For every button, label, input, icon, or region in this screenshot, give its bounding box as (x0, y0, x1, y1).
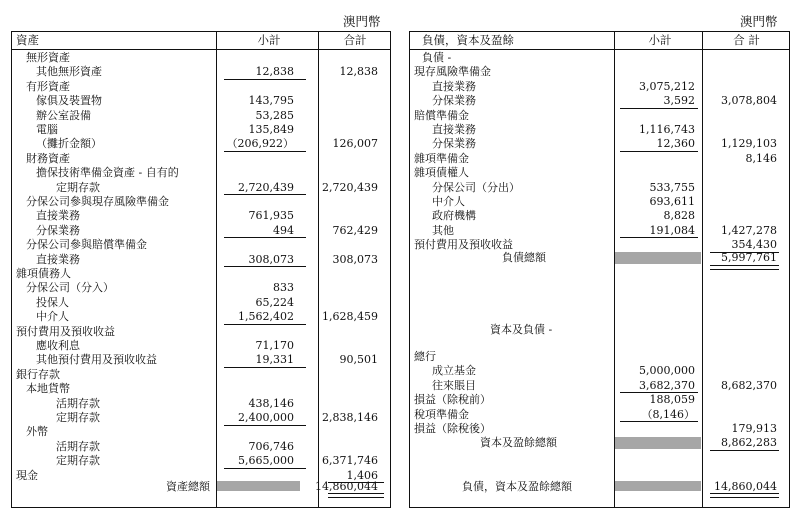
grand-total-shade (615, 481, 701, 491)
asset-row (12, 65, 390, 79)
asset-row (12, 51, 390, 65)
liability-row-label: 預付費用及預收收益 (414, 238, 513, 252)
asset-row-label: 分保公司參與現存風險準備金 (26, 195, 169, 208)
liabilities-header-subtotal: 小計 (648, 33, 672, 47)
capital-row (410, 350, 789, 364)
asset-row-label: 現金 (16, 468, 38, 482)
liabilities-table (409, 31, 790, 508)
liability-row (410, 137, 789, 151)
liability-row-label: 雜項準備金 (414, 151, 469, 165)
assets-total-double-underline (328, 493, 384, 498)
asset-row-total: 308,073 (332, 252, 378, 266)
liability-row (410, 152, 789, 166)
asset-row-subtotal: 135,849 (248, 123, 294, 136)
capital-total-underline (710, 450, 779, 451)
asset-row (12, 238, 390, 252)
asset-row-label: 辦公室設備 (36, 108, 91, 122)
liability-row (410, 181, 789, 195)
asset-row (12, 181, 390, 195)
asset-row-subtotal: 12,838 (255, 65, 294, 79)
asset-row-label: 電腦 (36, 123, 58, 136)
asset-row-total: 90,501 (339, 353, 378, 367)
asset-row (12, 310, 390, 324)
capital-row-subtotal: 3,682,370 (639, 378, 695, 392)
asset-row (12, 152, 390, 166)
asset-row-subtotal: 706,746 (248, 439, 294, 453)
capital-row-total: 179,913 (731, 422, 777, 435)
liability-row (410, 80, 789, 94)
capital-row-label: 損益（除稅前） (414, 393, 491, 407)
liabilities-header (410, 32, 789, 50)
asset-row-total: 2,838,146 (322, 411, 378, 424)
liability-row-label: 其他 (432, 223, 454, 237)
liability-row (410, 109, 789, 123)
capital-row-label: 往來賬目 (432, 378, 476, 392)
liability-row (410, 94, 789, 108)
asset-row (12, 397, 390, 411)
asset-row (12, 454, 390, 468)
liability-row-subtotal: 12,360 (656, 137, 695, 151)
capital-row-label: 總行 (414, 350, 436, 363)
liability-row (410, 166, 789, 180)
asset-row (12, 209, 390, 223)
liability-row-total: 3,078,804 (721, 94, 777, 108)
asset-row (12, 267, 390, 281)
capital-total-shade (615, 437, 701, 449)
capital-row (410, 393, 789, 407)
asset-row-label: 本地貨幣 (26, 382, 70, 396)
liability-row (410, 123, 789, 137)
asset-row (12, 123, 390, 137)
liability-row-total: 8,146 (745, 151, 777, 165)
liabilities-total-value: 5,997,761 (721, 251, 777, 264)
asset-row-label: 其他預付費用及預收收益 (36, 353, 157, 367)
liabilities-total-label: 負債總額 (502, 251, 546, 264)
asset-row-label: 定期存款 (56, 454, 100, 468)
asset-row-total: 1,406 (346, 468, 378, 482)
left-currency-label: 澳門幣 (343, 14, 381, 29)
asset-row-label: 中介人 (36, 310, 69, 324)
liability-row-total: 1,427,278 (721, 223, 777, 237)
asset-row (12, 440, 390, 454)
asset-row-label: 擔保技術準備金資產 - 自有的 (36, 166, 179, 180)
liability-row (410, 224, 789, 238)
asset-row-total: 762,429 (332, 223, 378, 237)
asset-row-subtotal: 761,935 (248, 209, 294, 223)
asset-row-label: 直接業務 (36, 252, 80, 266)
capital-row-label: 成立基金 (432, 364, 476, 378)
asset-row-label: 分保公司（分入） (26, 281, 114, 295)
capital-total-value: 8,862,283 (721, 436, 777, 449)
asset-row (12, 253, 390, 267)
cash-total-underline (328, 482, 384, 483)
asset-row (12, 339, 390, 353)
asset-row (12, 281, 390, 295)
asset-row-subtotal: 53,285 (255, 108, 294, 122)
asset-row-subtotal: 2,720,439 (238, 180, 294, 194)
asset-row (12, 166, 390, 180)
asset-row-label: 定期存款 (56, 180, 100, 194)
liability-row-subtotal: 693,611 (649, 195, 695, 208)
asset-row (12, 94, 390, 108)
assets-total-label: 資產總額 (166, 480, 210, 493)
liability-row (410, 195, 789, 209)
liability-row-label: 負債 - (422, 51, 452, 64)
assets-total-shade (217, 481, 300, 491)
asset-row-subtotal: 71,170 (255, 339, 294, 352)
asset-row-label: 預付費用及預收收益 (16, 324, 115, 338)
asset-row-label: 應收利息 (36, 339, 80, 352)
asset-row-subtotal: 494 (273, 223, 294, 237)
liabilities-header-title: 負債，資本及盈餘 (422, 33, 514, 47)
asset-row-total: 1,628,459 (322, 310, 378, 324)
capital-row-total: 8,682,370 (721, 378, 777, 392)
asset-row-label: 定期存款 (56, 411, 100, 424)
asset-row-subtotal: 438,146 (248, 396, 294, 410)
asset-row (12, 224, 390, 238)
liability-row-subtotal: 8,828 (663, 209, 695, 223)
asset-row-total: 12,838 (339, 65, 378, 79)
liability-row (410, 65, 789, 79)
asset-row-total: 2,720,439 (322, 180, 378, 194)
liability-row-subtotal: 3,592 (663, 94, 695, 108)
asset-row-label: 雜項債務人 (16, 267, 71, 280)
asset-row-label: 財務資產 (26, 151, 70, 165)
liability-row-label: 政府機構 (432, 209, 476, 223)
liability-row-label: 賠償準備金 (414, 108, 469, 122)
asset-row-subtotal: 1,562,402 (238, 310, 294, 324)
asset-row-label: 銀行存款 (16, 367, 60, 381)
grand-total-double-underline (710, 493, 779, 498)
capital-row (410, 379, 789, 393)
asset-row (12, 195, 390, 209)
tax-provision-underline (620, 421, 698, 422)
asset-row-subtotal: 143,795 (248, 94, 294, 108)
asset-row-subtotal: 5,665,000 (238, 454, 294, 468)
liability-row (410, 51, 789, 65)
liability-row-subtotal: 1,116,743 (639, 123, 695, 136)
capital-row-subtotal: （8,146） (641, 407, 695, 421)
liability-row-label: 雜項債權人 (414, 166, 469, 180)
asset-row (12, 80, 390, 94)
asset-row-label: 傢俱及裝置物 (36, 94, 102, 108)
asset-row-label: （攤折金額） (36, 137, 102, 151)
liabilities-last-total-underline (710, 252, 779, 253)
liability-row-subtotal: 3,075,212 (639, 79, 695, 93)
right-currency-label: 澳門幣 (740, 14, 778, 29)
assets-header-subtotal: 小計 (257, 33, 281, 47)
capital-total-label: 資本及盈餘總額 (480, 436, 557, 449)
liabilities-total-shade (615, 252, 701, 264)
asset-row-total: 6,371,746 (322, 454, 378, 468)
liability-row-label: 分保業務 (432, 94, 476, 108)
capital-row-subtotal: 188,059 (649, 393, 695, 407)
assets-total-value: 14,860,044 (315, 480, 378, 493)
asset-row (12, 425, 390, 439)
liability-row-label: 中介人 (432, 195, 465, 208)
asset-row-label: 有形資產 (26, 79, 70, 93)
asset-row-total: 126,007 (332, 137, 378, 151)
asset-row (12, 109, 390, 123)
capital-row-subtotal: 5,000,000 (639, 364, 695, 378)
liabilities-total-double-underline (710, 265, 779, 270)
liability-row-label: 分保公司（分出） (432, 180, 520, 194)
capital-heading: 資本及負債 - (490, 323, 553, 336)
liability-row-label: 分保業務 (432, 137, 476, 151)
asset-row-subtotal: 65,224 (255, 295, 294, 309)
capital-row (410, 422, 789, 436)
asset-row-subtotal: 308,073 (248, 252, 294, 266)
liability-row-label: 直接業務 (432, 79, 476, 93)
assets-table (11, 31, 391, 508)
asset-row (12, 382, 390, 396)
liabilities-header-total: 合 計 (733, 33, 760, 47)
asset-row-label: 分保業務 (36, 223, 80, 237)
asset-row (12, 368, 390, 382)
liability-row-label: 直接業務 (432, 123, 476, 136)
asset-row (12, 411, 390, 425)
asset-row-label: 直接業務 (36, 209, 80, 223)
liability-row-subtotal: 191,084 (649, 223, 695, 237)
capital-row (410, 408, 789, 422)
asset-row-subtotal: 2,400,000 (238, 411, 294, 424)
asset-row-subtotal: 833 (273, 281, 294, 295)
liability-row-label: 現存風險準備金 (414, 65, 491, 79)
asset-row (12, 137, 390, 151)
asset-row-label: 投保人 (36, 295, 69, 309)
liability-row-total: 1,129,103 (721, 137, 777, 151)
asset-row-label: 分保公司參與賠償準備金 (26, 238, 147, 252)
assets-header (12, 32, 390, 50)
liability-row (410, 209, 789, 223)
asset-row (12, 353, 390, 367)
asset-row-label: 其他無形資產 (36, 65, 102, 79)
asset-row-label: 無形資產 (26, 51, 70, 64)
grand-total-label: 負債，資本及盈餘總額 (462, 480, 572, 493)
capital-row-label: 損益（除稅後） (414, 422, 491, 435)
asset-row-label: 活期存款 (56, 396, 100, 410)
assets-header-total: 合計 (343, 33, 367, 47)
liability-row-subtotal: 533,755 (649, 180, 695, 194)
liability-row-total: 354,430 (731, 238, 777, 252)
capital-row (410, 364, 789, 378)
asset-row-subtotal: （206,922） (226, 137, 294, 151)
asset-row (12, 325, 390, 339)
capital-row-label: 稅項準備金 (414, 407, 469, 421)
grand-total-value: 14,860,044 (714, 480, 777, 493)
asset-row-label: 外幣 (26, 425, 48, 439)
assets-header-title: 資產 (16, 33, 39, 47)
asset-row-subtotal: 19,331 (255, 353, 294, 367)
asset-row (12, 296, 390, 310)
asset-row-label: 活期存款 (56, 439, 100, 453)
